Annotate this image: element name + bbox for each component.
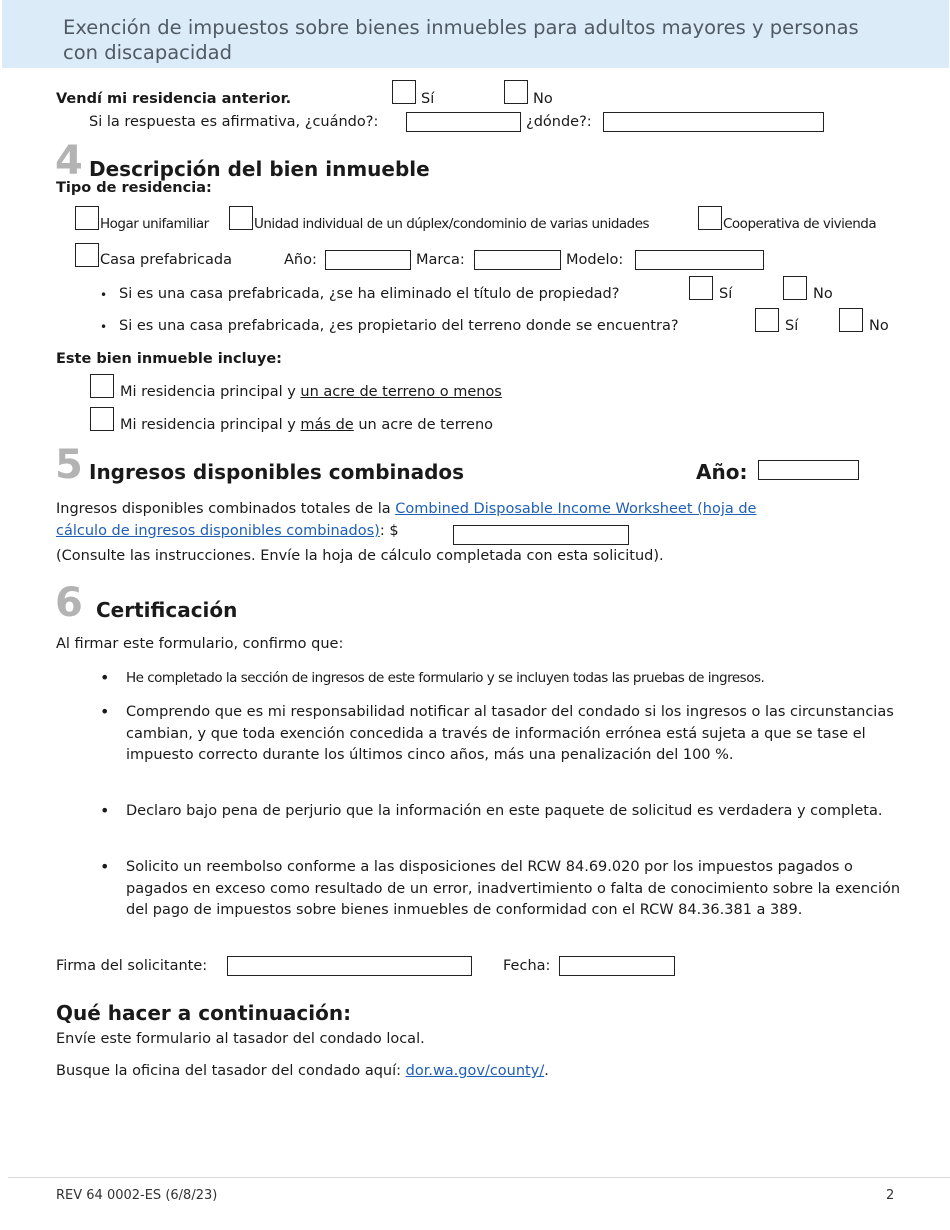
sold-when-label: Si la respuesta es afirmativa, ¿cuándo?: [89, 114, 379, 130]
owns-land-question: Si es una casa prefabricada, ¿es propietario del terreno donde se encuentra? [119, 318, 679, 334]
section-5-year-input[interactable] [758, 460, 859, 480]
duplex-checkbox[interactable] [229, 206, 253, 230]
sold-yes-label: Sí [421, 91, 435, 107]
section-6-title: Certificación [96, 598, 238, 622]
sold-no-label: No [533, 91, 553, 107]
include-more-acre-label: Mi residencia principal y más de un acre de terreno [120, 417, 494, 433]
bullet: • [100, 320, 108, 334]
year-label: Año: [284, 252, 317, 268]
title-removed-no-checkbox[interactable] [783, 276, 807, 300]
title-removed-yes-label: Sí [719, 286, 733, 302]
section-4-number: 4 [55, 138, 83, 184]
sold-residence-label: Vendí mi residencia anterior. [56, 91, 292, 107]
date-label: Fecha: [503, 958, 551, 974]
sold-no-checkbox[interactable] [504, 80, 528, 104]
title-removed-question: Si es una casa prefabricada, ¿se ha eliminado el título de propiedad? [119, 286, 620, 302]
footer-divider [8, 1177, 950, 1178]
section-4-title: Descripción del bien inmueble [89, 157, 430, 181]
income-line-1: Ingresos disponibles combinados totales de la Combined Disposable Income Worksheet (hoja de [56, 501, 757, 517]
title-removed-yes-checkbox[interactable] [689, 276, 713, 300]
section-5-number: 5 [55, 442, 83, 488]
include-one-acre-checkbox[interactable] [90, 374, 114, 398]
cert-item-1: He completado la sección de ingresos de este formulario y se incluyen todas las pruebas de ingresos. [126, 670, 765, 686]
cert-item-4: Solicito un reembolso conforme a las disposiciones del RCW 84.69.020 por los impuestos pagados o pagados en exceso como resultado de un error, inadvertimiento o falta de conocimiento sobre la exención del pago de impuestos sobre bienes inmuebles de conformidad con el RCW 84.36.381 a 389. [126, 859, 901, 918]
sold-when-input[interactable] [406, 112, 521, 132]
section-6-number: 6 [55, 580, 83, 626]
page-number: 2 [886, 1188, 895, 1203]
cooperative-label: Cooperativa de vivienda [723, 216, 877, 232]
owns-land-no-checkbox[interactable] [839, 308, 863, 332]
single-family-checkbox[interactable] [75, 206, 99, 230]
section-5-title: Ingresos disponibles combinados [89, 460, 465, 484]
income-amount-input[interactable] [453, 525, 629, 545]
page-title: Exención de impuestos sobre bienes inmuebles para adultos mayores y personas con discapacidad [63, 16, 859, 64]
county-link[interactable]: dor.wa.gov/county/ [405, 1063, 545, 1079]
worksheet-link-cont[interactable]: cálculo de ingresos disponibles combinados) [56, 523, 380, 539]
bullet: • [100, 288, 108, 302]
bullet: • [100, 668, 110, 687]
bullet: • [100, 801, 110, 820]
include-more-acre-checkbox[interactable] [90, 407, 114, 431]
sold-where-input[interactable] [603, 112, 824, 132]
signature-input[interactable] [227, 956, 472, 976]
owns-land-no-label: No [869, 318, 889, 334]
include-one-acre-label: Mi residencia principal y un acre de terreno o menos [120, 384, 502, 400]
cooperative-checkbox[interactable] [698, 206, 722, 230]
sold-yes-checkbox[interactable] [392, 80, 416, 104]
certification-intro: Al firmar este formulario, confirmo que: [56, 636, 344, 652]
cert-item-3: Declaro bajo pena de perjurio que la información en este paquete de solicitud es verdadera y completa. [126, 803, 883, 819]
duplex-label: Unidad individual de un dúplex/condominio de varias unidades [254, 216, 650, 232]
make-input[interactable] [474, 250, 561, 270]
bullet: • [100, 857, 110, 876]
includes-label: Este bien inmueble incluye: [56, 351, 282, 367]
model-label: Modelo: [566, 252, 624, 268]
income-line-2: cálculo de ingresos disponibles combinados): $ [56, 523, 399, 539]
next-steps-title: Qué hacer a continuación: [56, 1001, 352, 1025]
model-input[interactable] [635, 250, 764, 270]
signature-label: Firma del solicitante: [56, 958, 208, 974]
worksheet-link[interactable]: Combined Disposable Income Worksheet (hoja de [395, 501, 757, 517]
cert-item-2: Comprendo que es mi responsabilidad notificar al tasador del condado si los ingresos o las circunstancias cambian, y que toda exención concedida a través de información errónea está sujeta a que se tase el impuesto correcto durante los últimos cinco años, más una penalización del 100 %. [126, 704, 894, 763]
residence-type-label: Tipo de residencia: [56, 180, 212, 196]
section-5-year-label: Año: [696, 460, 748, 484]
owns-land-yes-checkbox[interactable] [755, 308, 779, 332]
income-note: (Consulte las instrucciones. Envíe la hoja de cálculo completada con esta solicitud). [56, 548, 664, 564]
single-family-label: Hogar unifamiliar [100, 216, 209, 232]
bullet: • [100, 702, 110, 721]
manufactured-label: Casa prefabricada [100, 252, 232, 268]
next-steps-line-1: Envíe este formulario al tasador del condado local. [56, 1031, 425, 1047]
make-label: Marca: [416, 252, 465, 268]
next-steps-line-2: Busque la oficina del tasador del condado aquí: dor.wa.gov/county/. [56, 1063, 549, 1079]
title-removed-no-label: No [813, 286, 833, 302]
year-input[interactable] [325, 250, 411, 270]
date-input[interactable] [559, 956, 675, 976]
manufactured-checkbox[interactable] [75, 243, 99, 267]
owns-land-yes-label: Sí [785, 318, 799, 334]
sold-where-label: ¿dónde?: [526, 114, 592, 130]
form-id: REV 64 0002-ES (6/8/23) [56, 1188, 218, 1203]
